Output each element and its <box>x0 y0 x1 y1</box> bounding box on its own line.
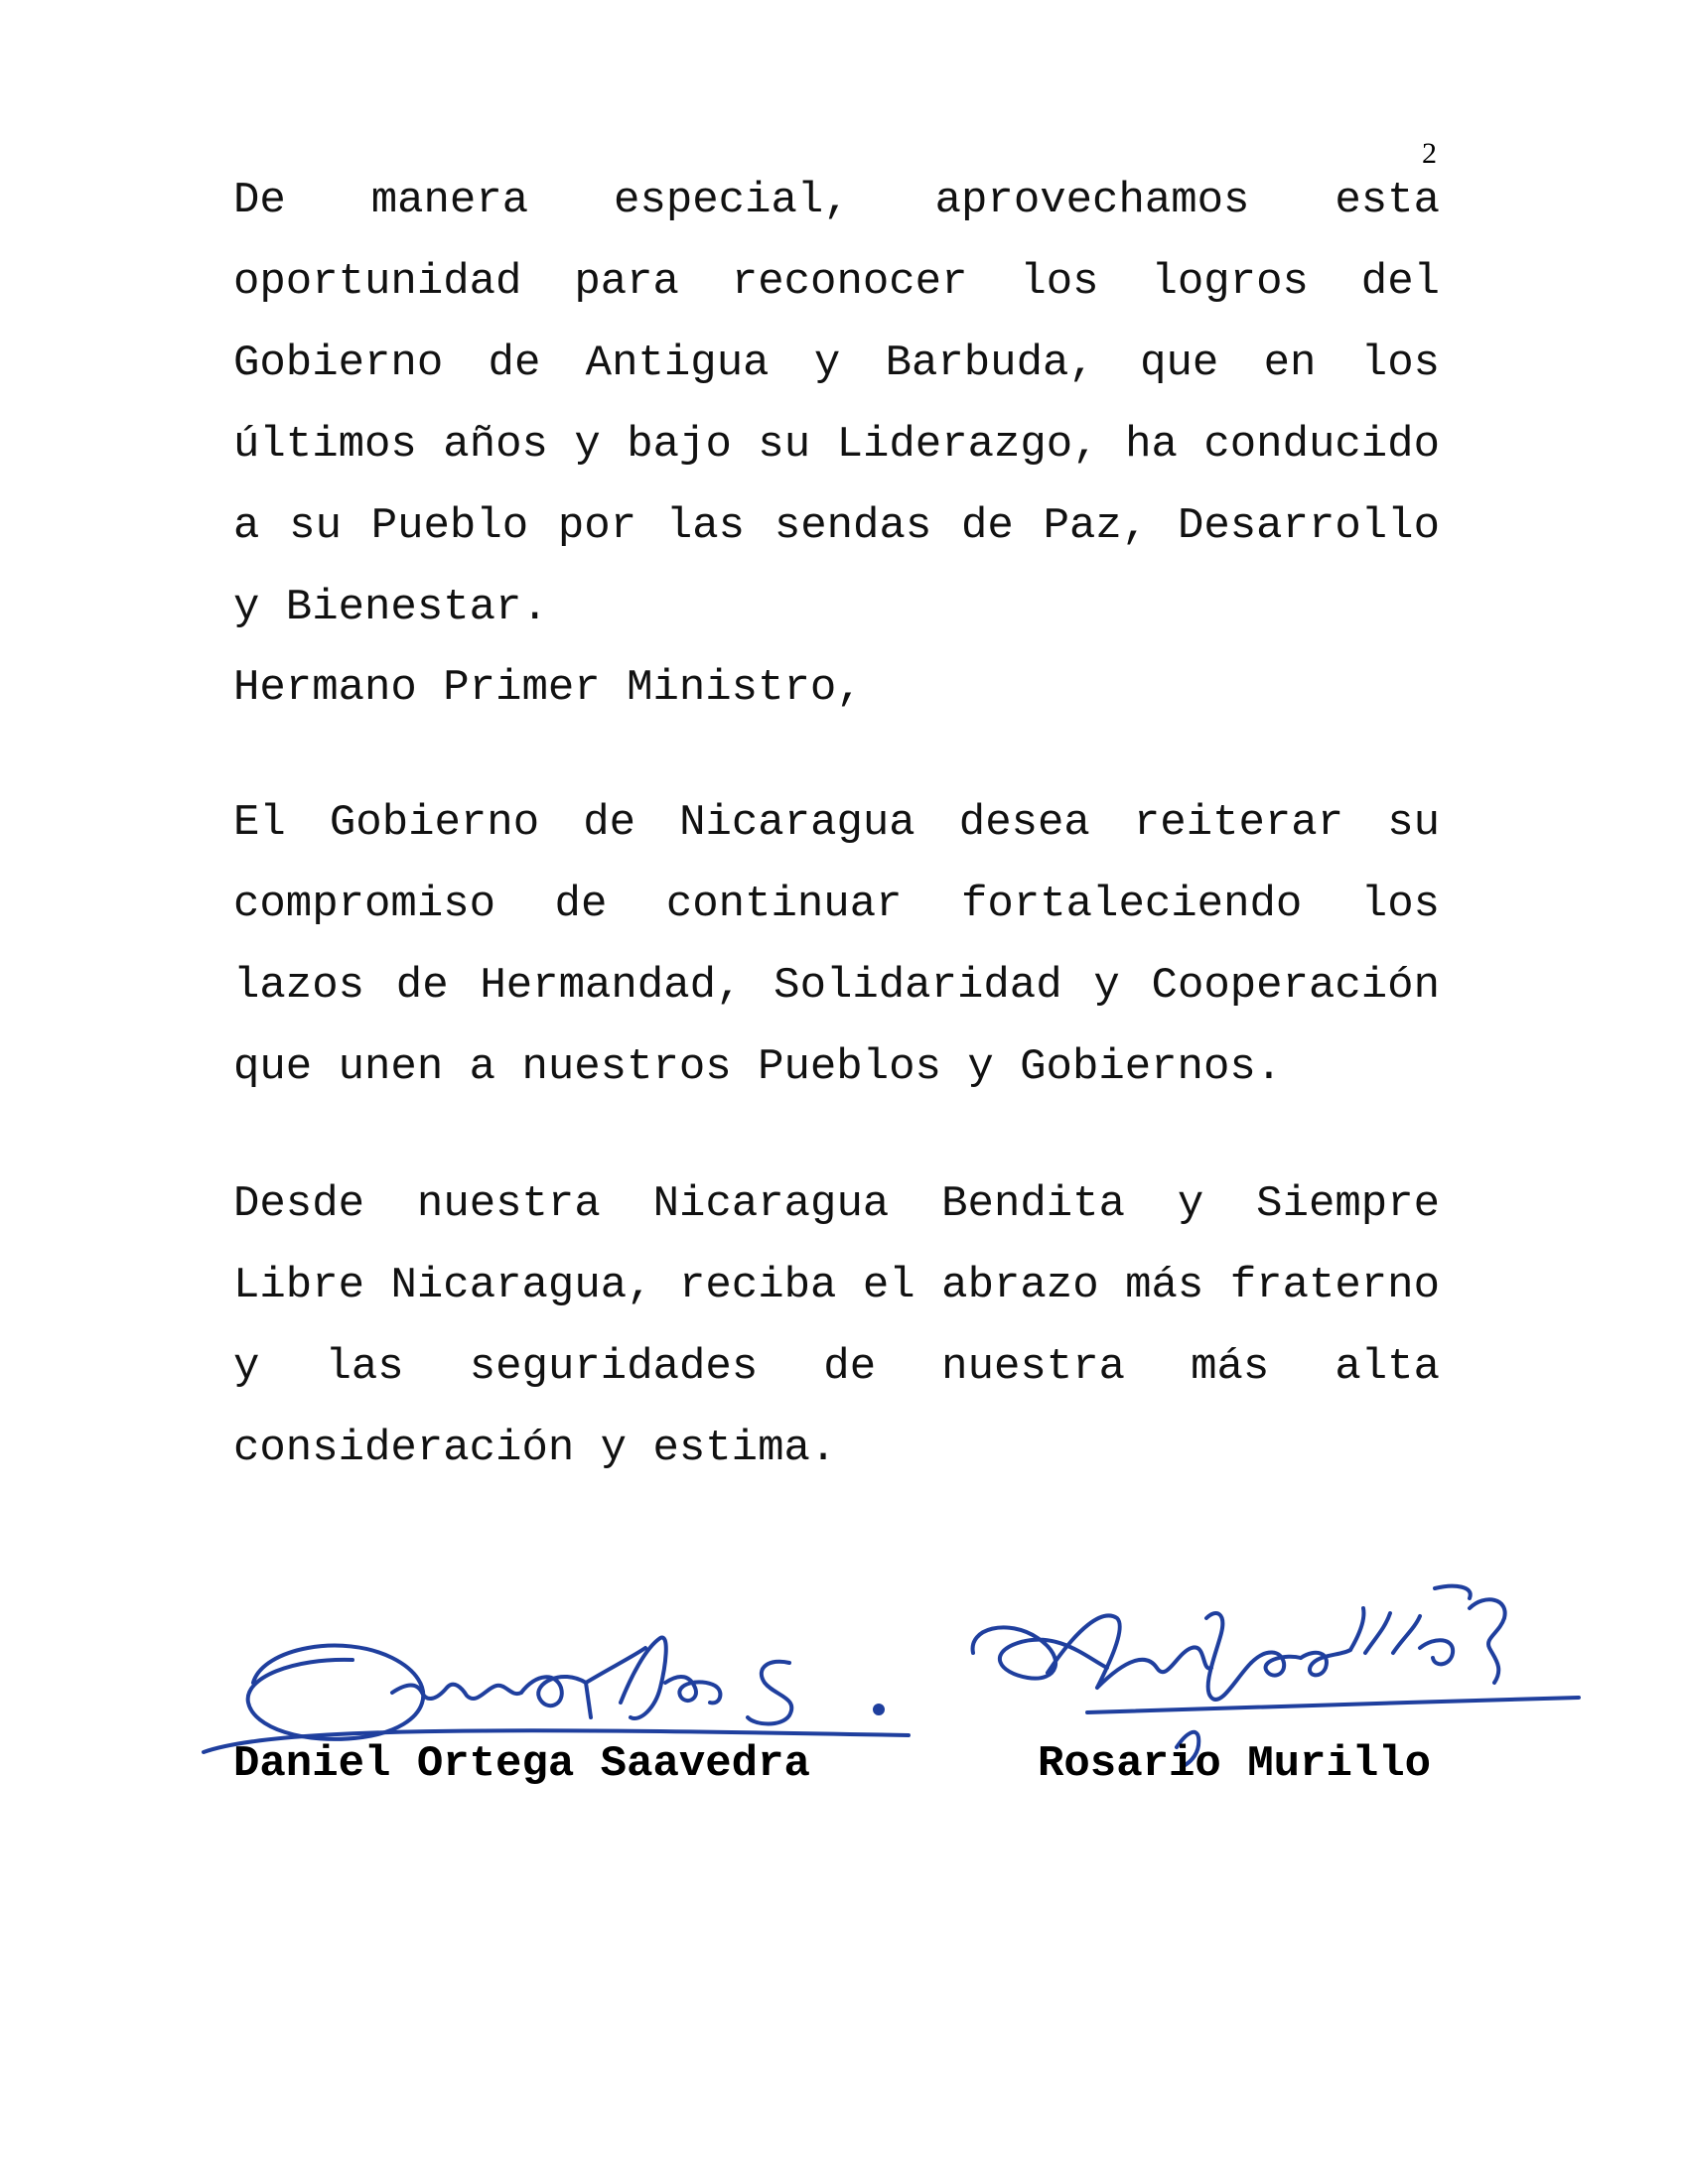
paragraph-acknowledgement: De manera especial, aprovechamos esta oportunidad para reconocer los logros del Gobierno de Antigua y Barbuda, que en los últimos años y bajo su Liderazgo, ha conducido a su Pueblo por las sendas de Paz, Desarrollo y Bienestar. <box>233 176 1440 632</box>
salutation: Hermano Primer Ministro, <box>233 663 863 713</box>
page-number: 2 <box>1422 137 1437 170</box>
paragraph-closing: Desde nuestra Nicaragua Bendita y Siempre Libre Nicaragua, reciba el abrazo más fraterno y las seguridades de nuestra más alta consideración y estima. <box>233 1179 1440 1473</box>
signature-ortega <box>194 1588 918 1757</box>
paragraph-commitment: El Gobierno de Nicaragua desea reiterar su compromiso de continuar fortaleciendo los lazos de Hermandad, Solidaridad y Cooperación que unen a nuestros Pueblos y Gobiernos. <box>233 798 1440 1092</box>
signer-name-murillo: Rosario Murillo <box>1038 1739 1432 1789</box>
signer-name-ortega: Daniel Ortega Saavedra <box>233 1739 810 1789</box>
